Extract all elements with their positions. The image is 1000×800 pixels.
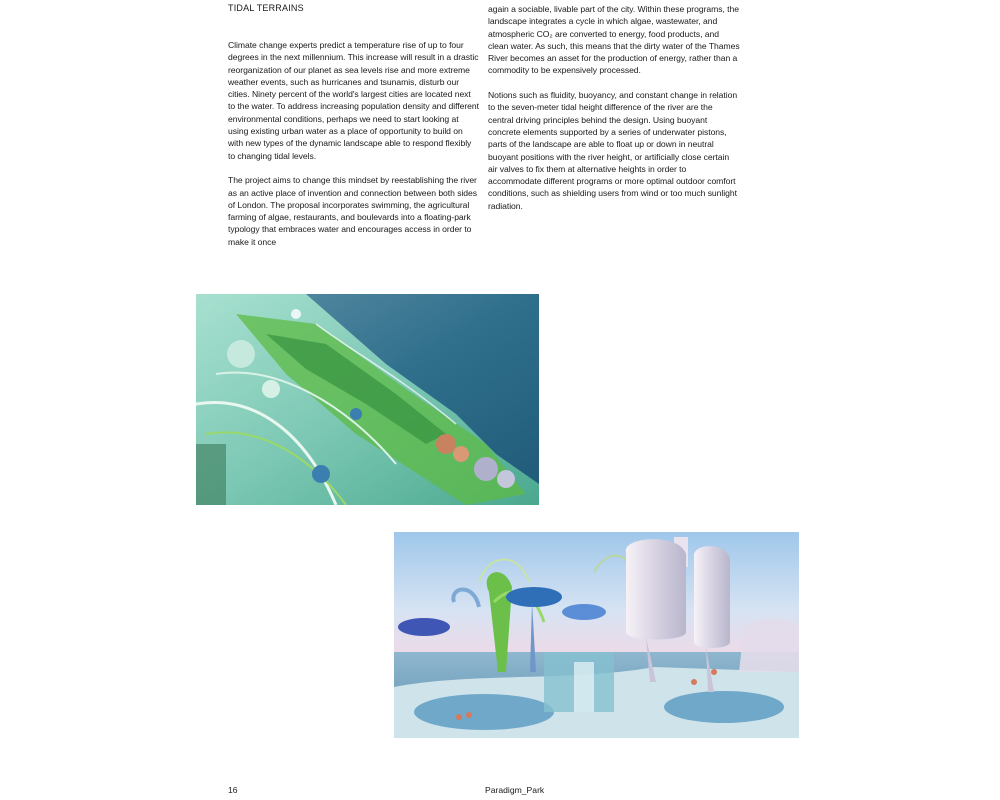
paragraph: Climate change experts predict a temperature rise of up to four degrees in the next millennium. This increase will result in a drastic reorganization of our planet as sea levels rise and more extreme weather events, such as hurricanes and tsunamis, disturb our cities. Ninety percent of the world's largest cities are located next to the water. To address increasing population density and different environmental conditions, perhaps we need to start looking at using existing urban water as a place of opportunity to build on with new types of the dynamic landscape able to respond flexibly to changing tidal levels. — [228, 40, 479, 161]
floating-pools-render — [394, 532, 799, 738]
aerial-render-image — [196, 294, 539, 505]
page-number: 16 — [228, 785, 238, 795]
right-text-column — [488, 3, 740, 224]
pools-render-image — [394, 532, 799, 738]
left-text-column — [228, 39, 480, 260]
running-title: Paradigm_Park — [485, 785, 545, 795]
paragraph: again a sociable, livable part of the city. Within these programs, the landscape integrates a cycle in which algae, wastewater, and atmospheric CO₂ are converted to energy, food products, and clean water. As such, this means that the dirty water of the Thames River becomes an asset for the production of energy, rather than a commodity to be expensively processed. — [488, 4, 740, 76]
paragraph: The project aims to change this mindset by reestablishing the river as an active place of invention and connection between both sides of London. The proposal incorporates swimming, the agricultural farming of algae, restaurants, and boulevards into a floating-park typology that embraces water and encourages access in order to make it once — [228, 175, 478, 247]
aerial-floating-park-render — [196, 294, 539, 505]
paragraph: Notions such as fluidity, buoyancy, and constant change in relation to the seven-meter tidal height difference of the river are the central driving principles behind the design. Using buoyant concrete elements supported by a series of underwater pistons, parts of the landscape are able to float up or down in neutral buoyant positions with the river height, or artificially close certain air valves to fix them at alternative heights in order to accommodate different programs or more optimal outdoor comfort conditions, such as shielding users from wind or too much sunlight radiation. — [488, 90, 738, 211]
section-heading: TIDAL TERRAINS — [228, 3, 304, 13]
